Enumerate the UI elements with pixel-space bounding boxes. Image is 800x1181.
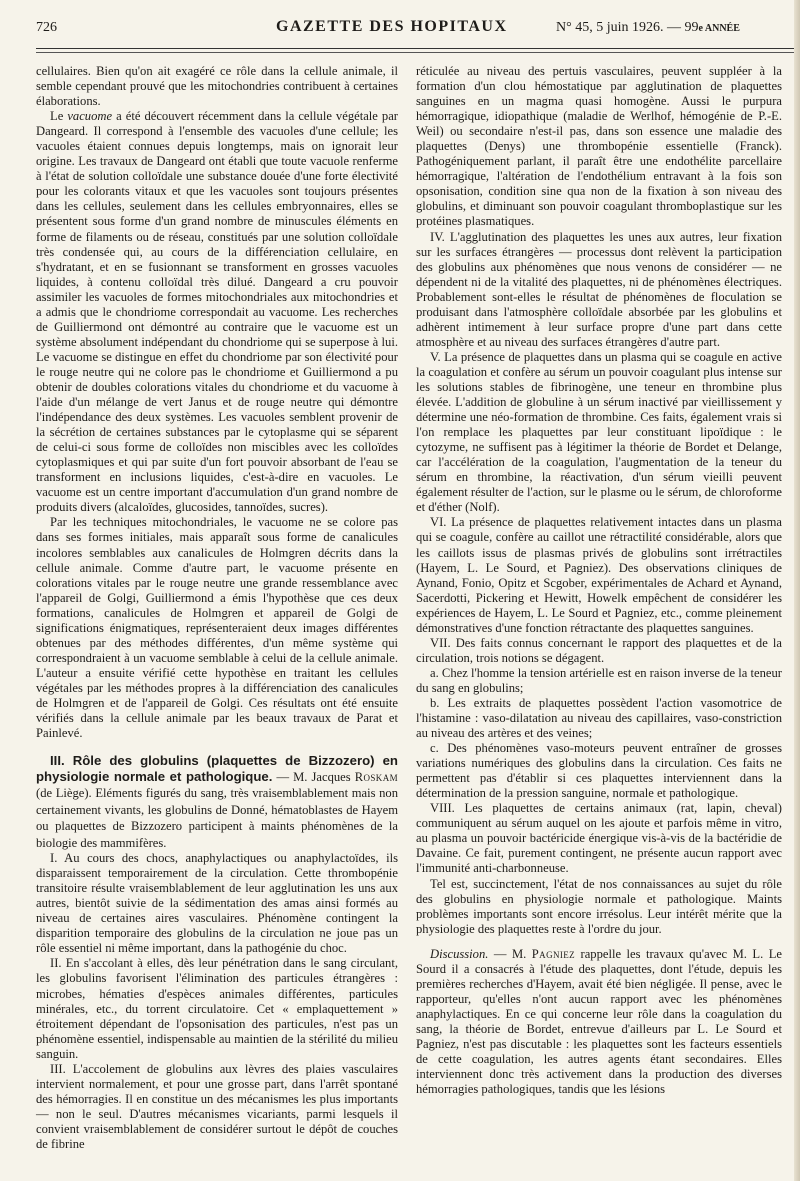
text-run: — M. bbox=[488, 946, 532, 961]
paragraph: VII. Des faits connus concernant le rapport des plaquettes et de la circulation, trois notions se dégagent. bbox=[416, 635, 782, 665]
text-run: — M. Jacques bbox=[272, 769, 355, 784]
text-run: Le bbox=[50, 109, 68, 124]
paragraph: IV. L'agglutination des plaquettes les unes aux autres, leur fixation sur les surfaces étrangères — processus dont relèvent la participation des globulins aux phénomènes que nous venons de considérer — ne dépendent ni de la vitalité des plaquettes, ni de phénomènes électriques. Probablement sont-elles le résultat de phénomènes de floculation se produisant dans l'atmosphère colloïdale absorbée par les globulins et adhèrent intimement à leur surface propre d'une part dans cette atmosphère et au niveau des surfaces étrangères d'autre part. bbox=[416, 229, 782, 349]
issue-date: N° 45, 5 juin 1926. — 99 bbox=[556, 20, 699, 35]
issue-info bbox=[556, 20, 740, 36]
header-rule-thick bbox=[36, 48, 794, 49]
text-run: (de Liège). Eléments figurés du sang, très vraisemblablement mais non certainement vivants, les globulins de Donné, hématoblastes de Hayem ou plaquettes de Bizzozero participent à maints phénomènes de la biologie des mammifères. bbox=[36, 786, 398, 850]
discussion-label: Discussion. bbox=[430, 946, 489, 961]
spacer bbox=[416, 937, 782, 947]
discussant-name: Pagniez bbox=[531, 946, 576, 961]
page-edge bbox=[794, 0, 800, 1181]
paragraph-discussion bbox=[416, 947, 782, 1097]
paragraph: cellulaires. Bien qu'on ait exagéré ce rôle dans la cellule animale, il semble cependant prouvé que les mitochondries contribuent à certaines élaborations. bbox=[36, 64, 398, 109]
paragraph: VIII. Les plaquettes de certains animaux (rat, lapin, cheval) communiquent au sérum auquel on les ajoute et parfois même in vitro, au plasma un pouvoir bactéricide énergique vis-à-vis de la bactéridie de Davaine. Ce fait, purement contingent, ne présente aucun rapport avec l'immunité anti-charbonneuse. bbox=[416, 801, 782, 876]
paragraph: V. La présence de plaquettes dans un plasma qui se coagule en active la coagulation et confère au sérum un pouvoir coagulant plus intense sur les solutions stables de fibrinogène, une teneur en thrombine plus élevée. L'addition de globuline à un sérum inactivé par vieillissement y détermine une néo-formation de thrombine. Ces faits, également vrais si l'on remplace les plaquettes par leur constituant lipoïdique : le cytozyme, ne suffisent pas à légitimer la théorie de Bordet et Delange, car l'accélération de la coagulation, l'augmentation de la teneur du sérum en thrombine, la réactivation, d'un sérum vieilli peuvent également résulter de l'action, sur le plasme ou le sérum, de chloroforme et d'éther (Nolf). bbox=[416, 349, 782, 515]
paragraph: b. Les extraits de plaquettes possèdent l'action vasomotrice de l'histamine : vaso-dilatation au niveau des capillaires, vaso-constriction au niveau des artères et des veines; bbox=[416, 695, 782, 741]
right-column bbox=[416, 64, 782, 1097]
paragraph: I. Au cours des chocs, anaphylactiques ou anaphylactoïdes, ils disparaissent temporairement de la circulation. Cette thrombopénie transitoire résulte vraisemblablement de leur agglutination les uns aux autres, bientôt suivie de la sédimentation des amas ainsi formés au niveau de certaines aires vasculaires. Phénomène contingent la disparition temporaire des globulins de la circulation ne joue pas un rôle essentiel ni même important, dans la pathogénie du choc. bbox=[36, 851, 398, 956]
paragraph: III. L'accolement de globulins aux lèvres des plaies vasculaires intervient normalement, et pour une grosse part, dans l'arrêt spontané des hémorragies. Il en constitue un des mécanismes les plus importants — non le seul. D'autres mécanismes vicariants, parmi lesquels il convient vraisemblablement de considérer surtout le dépôt de couches de fibrine bbox=[36, 1061, 398, 1151]
paragraph: c. Des phénomènes vaso-moteurs peuvent entraîner de grosses variations numériques des globulins dans la circulation. Ces faits ne permettent pas d'établir si ces plaquettes interviennent dans la détermination de la pression sanguine, normale et pathologique. bbox=[416, 741, 782, 801]
paragraph: II. En s'accolant à elles, dès leur pénétration dans le sang circulant, les globulins favorisent l'élimination des particules étrangères : microbes, hématies d'espèces animales différentes, particules minérales, etc., du torrent circulatoire. Cet « emplaquettement » étroitement dépendant de l'opsonisation des particules, n'est pas un phénomène essentiel, indispensable au maintien de la stérilité du milieu sanguin. bbox=[36, 956, 398, 1061]
term-vacuome: vacuome bbox=[67, 109, 113, 124]
text-run: a été découvert récemment dans la cellule végétale par Dangeard. Il correspond à l'ensemble des vacuoles d'une cellule; les vacuoles étaient connues depuis longtemps, mais on ignorait leur origine. Les travaux de Dangeard ont établi que toute vacuole renferme à l'état de solution colloïdale une substance douée d'une forte électivité pour les colorants vitaux et que les vacuoles sont toujours présentes dans les cellules, seulement dans les cellules embryonnaires, elles se présentent sous forme d'un grand nombre de minuscules éléments en forme de filaments ou de réseau, constitués par une solution colloïdale très condensée qui, au cours de la différenciation cellulaire, en s'hydratant, et en se fusionnant se transforment en grosses vacuoles liquides, à contenu colloïdal très dilué. Dangeard a cru pouvoir assimiler les vacuoles de formes mitochondriales aux mitochondries et a admis que le chondriome correspondait au vacuome. Les recherches de Guilliermond ont démontré au contraire que le vacuome est un système absolument indépendant du chondriome qui se superpose à lui. Le vacuome se distingue en effet du chondriome par son électivité pour le rouge neutre qui ne colore pas le chondriome et Guilliermond a pu obtenir de doubles colorations vitales du chondriome et du vacuome à l'aide d'un mélange de vert Janus et de rouge neutre qui démontre l'indépendance des deux systèmes. Les vacuoles semblent provenir de la sécrétion de certaines substances par le cytoplasme qui se séparent de celui-ci sous forme de colloïdes non miscibles avec les colloïdes cytoplasmiques et qui par suite d'un fort pouvoir absorbant de l'eau se transforment en inclusions liquides, c'est-à-dire en vacuoles. Le vacuome est un centre important d'accumulation d'un grand nombre de produits divers (alcaloïdes, glucosides, tannoïdes, sucres). bbox=[36, 109, 398, 515]
paragraph: VI. La présence de plaquettes relativement intactes dans un plasma qui se coagule, confère au caillot une rétractilité considérable, alors que les caillots issus de plasmas privés de globulins sont irrétractiles (Hayem, L. Le Sourd, et Pagniez). Des observations cliniques de Aynand, Fonio, Opitz et Scgober, expérimentales de Achard et Aynand, Sacerdotti, Pickering et Hewitt, Howelk empêchent de considérer les expériences de Hayem, L. Le Sourd et Pagniez, etc., comme pleinement démonstratives d'une fonction rétractante des plaquettes sanguines. bbox=[416, 515, 782, 635]
paragraph-vacuome bbox=[36, 109, 398, 515]
left-column bbox=[36, 64, 398, 1152]
section-heading bbox=[36, 753, 398, 851]
paragraph: a. Chez l'homme la tension artérielle est en raison inverse de la teneur du sang en globulins; bbox=[416, 665, 782, 695]
author-name: Roskam bbox=[354, 769, 399, 784]
page-number: 726 bbox=[36, 20, 57, 35]
paragraph: réticulée au niveau des pertuis vasculaires, peuvent suppléer à la formation d'un clou hémostatique par agglutination de plaquettes sanguines en un magma quasi homogène. Aussi le purpura hémorragique, idiopathique (maladie de Werlhof, hémogénie de P.-E. Weil) ou secondaire n'est-il pas, dans son essence une maladie des plaquettes (Denys) une thrombopénie essentielle (Franck). Pathogéniquement parlant, il paraît être une endothélite parcellaire hémorragique, l'altération de l'endothélium entravant à la fois son opsonisation, condition sine qua non de la fixation à son niveau des globulins, et diminuant son pouvoir coagulant thromboplastique sur les protéines plasmatiques. bbox=[416, 64, 782, 229]
page-header bbox=[36, 14, 788, 44]
year-suffix: e ANNÉE bbox=[698, 23, 740, 34]
header-rule-thin bbox=[36, 52, 794, 53]
text-run: rappelle les travaux qu'avec M. L. Le Sourd il a consacrés à l'étude des plaquettes, dont l'étude, depuis les premières recherches d'Hayem, avait été bien négligée. Il pense, avec le rapporteur, qu'elles n'ont aucun rapport avec les phénomènes anaphylactiques. En ce qui concerne leur rôle dans la coagulation du sang, la théorie de Bordet, entrevue d'ailleurs par L. Le Sourd et Pagniez, n'est pas discutable : les plaquettes sont les facteurs essentiels de cette coagulation, les autres agents étant secondaires. Elles interviennent donc très activement dans la production des diverses hémorragies pathologiques, tandis que les lésions bbox=[416, 946, 782, 1097]
paragraph: Tel est, succinctement, l'état de nos connaissances au sujet du rôle des globulins en physiologie normale et pathologique. Maints problèmes importants sont encore irrésolus. Leur intérêt mérite que la physiologie des plaquettes reste à l'ordre du jour. bbox=[416, 876, 782, 936]
heading-title: III. Rôle des globulins (plaquettes de Bizzozero) en physiologie normale et pathologique. bbox=[36, 753, 398, 784]
paragraph: Par les techniques mitochondriales, le vacuome ne se colore pas dans ses formes initiales, mais apparaît sous forme de canalicules incolores semblables aux canalicules de Holmgren décrits dans la cellule animale. Comme d'autre part, le vacuome présente en colorations vitales par le rouge neutre une grande ressemblance avec l'appareil de Golgi, Guilliermond a émis l'hypothèse que ces deux formations, canalicules de Holmgren et appareil de Golgi de significations énigmatiques, représenteraient deux images différentes obtenues par des méthodes différentes, d'un même système qui correspondraient à un vacuome semblable à celui de la cellule animale. L'auteur a ensuite vérifié cette hypothèse en traitant les cellules végétales par les méthodes propres à la différenciation des canalicules de Holmgren et de l'appareil de Golgi. Ces résultats ont été ensuite vérifiés dans la cellule animale par les beaux travaux de Parat et Painlevé. bbox=[36, 515, 398, 741]
journal-title: GAZETTE DES HOPITAUX bbox=[276, 18, 508, 35]
